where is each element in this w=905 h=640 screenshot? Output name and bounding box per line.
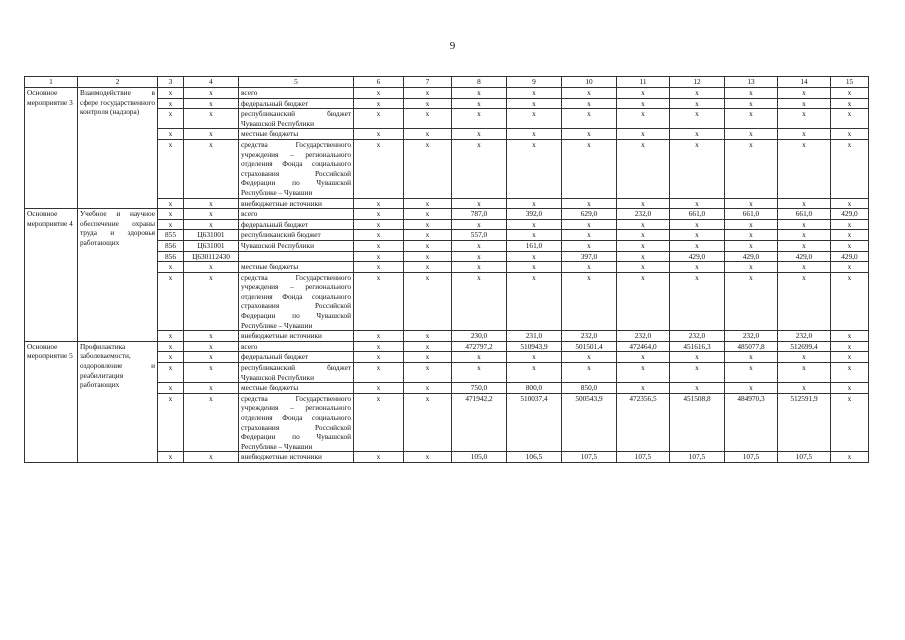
value-cell: 232,0	[725, 331, 778, 342]
event-description: Учебное и научное обеспечение охраны труда и здоровья работающих	[78, 209, 158, 342]
event-description: Взаимодействие в сфере государственного контроля (надзора)	[78, 88, 158, 209]
value-cell: x	[562, 230, 617, 241]
code-grbs: 856	[158, 251, 184, 262]
value-cell: x	[404, 341, 452, 352]
code-csr: x	[184, 352, 239, 363]
value-cell: x	[507, 129, 562, 140]
value-cell: x	[725, 98, 778, 109]
value-cell: 512591,9	[778, 393, 831, 452]
value-cell: x	[617, 129, 670, 140]
value-cell: x	[617, 262, 670, 273]
code-csr: x	[184, 139, 239, 198]
value-cell: x	[507, 352, 562, 363]
value-cell: x	[507, 98, 562, 109]
value-cell: x	[670, 88, 725, 99]
code-csr: x	[184, 272, 239, 331]
value-cell: x	[452, 109, 507, 129]
value-cell: x	[831, 352, 869, 363]
funding-source: местные бюджеты	[239, 129, 354, 140]
value-cell: x	[354, 230, 404, 241]
value-cell: x	[831, 240, 869, 251]
table-row	[25, 88, 869, 99]
header-cell-7: 7	[404, 77, 452, 88]
value-cell: x	[354, 240, 404, 251]
code-csr: Ц631001	[184, 230, 239, 241]
value-cell: x	[452, 363, 507, 383]
value-cell: x	[562, 363, 617, 383]
value-cell: x	[452, 219, 507, 230]
header-cell-5: 5	[239, 77, 354, 88]
value-cell: x	[831, 341, 869, 352]
value-cell: 501501,4	[562, 341, 617, 352]
code-grbs: 855	[158, 230, 184, 241]
value-cell: x	[617, 198, 670, 209]
value-cell: x	[452, 88, 507, 99]
event-name: Основное мероприятие 5	[25, 341, 78, 462]
value-cell: x	[670, 383, 725, 394]
code-csr: x	[184, 88, 239, 99]
value-cell: x	[778, 262, 831, 273]
value-cell: x	[404, 219, 452, 230]
header-cell-9: 9	[507, 77, 562, 88]
table-row	[25, 341, 869, 352]
value-cell: 485077,8	[725, 341, 778, 352]
value-cell: 106,5	[507, 452, 562, 463]
value-cell: x	[831, 230, 869, 241]
event-name: Основное мероприятие 4	[25, 209, 78, 342]
header-cell-15: 15	[831, 77, 869, 88]
value-cell: x	[404, 363, 452, 383]
value-cell: x	[507, 262, 562, 273]
value-cell: 510037,4	[507, 393, 562, 452]
value-cell: x	[778, 219, 831, 230]
value-cell: x	[404, 98, 452, 109]
value-cell: x	[778, 230, 831, 241]
value-cell: 105,0	[452, 452, 507, 463]
value-cell: x	[404, 109, 452, 129]
value-cell: x	[452, 129, 507, 140]
value-cell: 232,0	[778, 331, 831, 342]
value-cell: x	[452, 352, 507, 363]
code-grbs: x	[158, 383, 184, 394]
value-cell: x	[404, 129, 452, 140]
header-cell-13: 13	[725, 77, 778, 88]
value-cell: 107,5	[617, 452, 670, 463]
value-cell: 397,0	[562, 251, 617, 262]
code-csr: x	[184, 219, 239, 230]
header-cell-6: 6	[354, 77, 404, 88]
value-cell: x	[725, 129, 778, 140]
value-cell: x	[831, 88, 869, 99]
value-cell: x	[354, 139, 404, 198]
code-csr: x	[184, 198, 239, 209]
value-cell: x	[354, 393, 404, 452]
code-grbs: x	[158, 129, 184, 140]
funding-source: республиканский бюджет Чувашской Республики	[239, 109, 354, 129]
header-cell-3: 3	[158, 77, 184, 88]
value-cell: 629,0	[562, 209, 617, 220]
value-cell: x	[778, 109, 831, 129]
code-csr: x	[184, 331, 239, 342]
value-cell: x	[778, 363, 831, 383]
code-csr: x	[184, 209, 239, 220]
value-cell: 510943,9	[507, 341, 562, 352]
value-cell: x	[617, 272, 670, 331]
value-cell: x	[617, 230, 670, 241]
value-cell: 161,0	[507, 240, 562, 251]
header-row	[25, 77, 869, 88]
value-cell: 472797,2	[452, 341, 507, 352]
value-cell: x	[354, 88, 404, 99]
funding-source: внебюджетные источники	[239, 452, 354, 463]
value-cell: x	[452, 198, 507, 209]
value-cell: 429,0	[831, 251, 869, 262]
value-cell: x	[562, 198, 617, 209]
value-cell: x	[670, 240, 725, 251]
code-csr: x	[184, 363, 239, 383]
code-grbs: 856	[158, 240, 184, 251]
value-cell: x	[725, 88, 778, 99]
value-cell: x	[831, 129, 869, 140]
value-cell: x	[562, 272, 617, 331]
code-grbs: x	[158, 341, 184, 352]
value-cell: 800,0	[507, 383, 562, 394]
value-cell: x	[562, 262, 617, 273]
code-grbs: x	[158, 198, 184, 209]
value-cell: x	[354, 129, 404, 140]
value-cell: x	[617, 240, 670, 251]
code-grbs: x	[158, 331, 184, 342]
value-cell: x	[354, 452, 404, 463]
value-cell: x	[831, 139, 869, 198]
code-grbs: x	[158, 393, 184, 452]
value-cell: x	[354, 98, 404, 109]
value-cell: x	[831, 363, 869, 383]
value-cell: 850,0	[562, 383, 617, 394]
value-cell: x	[507, 230, 562, 241]
value-cell: x	[831, 262, 869, 273]
value-cell: x	[725, 262, 778, 273]
event-name: Основное мероприятие 3	[25, 88, 78, 209]
value-cell: x	[670, 129, 725, 140]
value-cell: x	[670, 230, 725, 241]
value-cell: 750,0	[452, 383, 507, 394]
value-cell: x	[452, 240, 507, 251]
value-cell: x	[778, 383, 831, 394]
value-cell: x	[617, 88, 670, 99]
value-cell: x	[670, 262, 725, 273]
value-cell: x	[507, 363, 562, 383]
value-cell: x	[507, 139, 562, 198]
value-cell: x	[507, 251, 562, 262]
value-cell: 500543,9	[562, 393, 617, 452]
funding-source: местные бюджеты	[239, 262, 354, 273]
value-cell: x	[670, 219, 725, 230]
value-cell: x	[404, 262, 452, 273]
value-cell: x	[452, 251, 507, 262]
value-cell: 557,0	[452, 230, 507, 241]
code-grbs: x	[158, 139, 184, 198]
header-cell-2: 2	[78, 77, 158, 88]
value-cell: x	[404, 88, 452, 99]
value-cell: x	[507, 272, 562, 331]
funding-source: всего	[239, 88, 354, 99]
funding-source: средства Государственного учреждения – регионального отделения Фонда социального страхования Российской Федерации по Чувашской Республике – Чувашии	[239, 393, 354, 452]
value-cell: 661,0	[725, 209, 778, 220]
value-cell: x	[670, 198, 725, 209]
value-cell: 429,0	[670, 251, 725, 262]
code-grbs: x	[158, 98, 184, 109]
funding-source: всего	[239, 209, 354, 220]
value-cell: 472356,5	[617, 393, 670, 452]
header-cell-4: 4	[184, 77, 239, 88]
value-cell: x	[507, 88, 562, 99]
value-cell: x	[831, 452, 869, 463]
funding-table	[24, 76, 869, 463]
code-csr: x	[184, 383, 239, 394]
value-cell: x	[831, 219, 869, 230]
value-cell: x	[617, 251, 670, 262]
value-cell: x	[725, 352, 778, 363]
funding-source: республиканский бюджет Чувашской Республики	[239, 363, 354, 383]
value-cell: x	[670, 363, 725, 383]
value-cell: 232,0	[670, 331, 725, 342]
value-cell: x	[725, 198, 778, 209]
value-cell: x	[778, 240, 831, 251]
value-cell: x	[725, 109, 778, 129]
value-cell: x	[831, 98, 869, 109]
funding-source: федеральный бюджет	[239, 219, 354, 230]
code-grbs: x	[158, 109, 184, 129]
value-cell: x	[670, 272, 725, 331]
value-cell: x	[452, 272, 507, 331]
value-cell: 472464,0	[617, 341, 670, 352]
value-cell: 392,0	[507, 209, 562, 220]
funding-source: местные бюджеты	[239, 383, 354, 394]
value-cell: x	[831, 198, 869, 209]
funding-source: внебюджетные источники	[239, 331, 354, 342]
value-cell: x	[354, 383, 404, 394]
value-cell: x	[831, 109, 869, 129]
code-grbs: x	[158, 88, 184, 99]
value-cell: x	[404, 251, 452, 262]
value-cell: x	[404, 331, 452, 342]
value-cell: x	[617, 139, 670, 198]
value-cell: x	[778, 88, 831, 99]
value-cell: x	[831, 272, 869, 331]
value-cell: 107,5	[778, 452, 831, 463]
value-cell: x	[354, 219, 404, 230]
value-cell: x	[404, 240, 452, 251]
value-cell: 512699,4	[778, 341, 831, 352]
value-cell: x	[507, 219, 562, 230]
value-cell: 429,0	[831, 209, 869, 220]
value-cell: x	[831, 383, 869, 394]
value-cell: x	[617, 383, 670, 394]
value-cell: x	[404, 230, 452, 241]
code-grbs: x	[158, 209, 184, 220]
value-cell: x	[452, 262, 507, 273]
header-cell-1: 1	[25, 77, 78, 88]
value-cell: x	[778, 272, 831, 331]
value-cell: x	[507, 198, 562, 209]
value-cell: 661,0	[670, 209, 725, 220]
value-cell: x	[725, 219, 778, 230]
value-cell: x	[404, 209, 452, 220]
value-cell: x	[617, 352, 670, 363]
value-cell: 232,0	[617, 209, 670, 220]
value-cell: x	[617, 109, 670, 129]
value-cell: x	[725, 139, 778, 198]
value-cell: x	[778, 129, 831, 140]
value-cell: 661,0	[778, 209, 831, 220]
value-cell: x	[404, 393, 452, 452]
value-cell: 107,5	[670, 452, 725, 463]
value-cell: 429,0	[725, 251, 778, 262]
value-cell: x	[778, 139, 831, 198]
code-csr: x	[184, 262, 239, 273]
value-cell: x	[354, 352, 404, 363]
code-grbs: x	[158, 272, 184, 331]
value-cell: x	[725, 363, 778, 383]
funding-source: Чувашской Республики	[239, 240, 354, 251]
code-grbs: x	[158, 352, 184, 363]
table-row	[25, 209, 869, 220]
header-cell-8: 8	[452, 77, 507, 88]
value-cell: x	[354, 198, 404, 209]
event-description: Профилактика заболеваемости, оздоровление и реабилитация работающих	[78, 341, 158, 462]
funding-source: федеральный бюджет	[239, 352, 354, 363]
funding-source: республиканский бюджет	[239, 230, 354, 241]
value-cell: 232,0	[617, 331, 670, 342]
value-cell: x	[452, 139, 507, 198]
value-cell: x	[670, 352, 725, 363]
value-cell: x	[562, 219, 617, 230]
value-cell: x	[562, 109, 617, 129]
code-csr: x	[184, 393, 239, 452]
value-cell: x	[617, 363, 670, 383]
value-cell: 429,0	[778, 251, 831, 262]
value-cell: x	[725, 240, 778, 251]
value-cell: x	[354, 109, 404, 129]
value-cell: x	[404, 352, 452, 363]
value-cell: x	[354, 209, 404, 220]
value-cell: x	[831, 331, 869, 342]
code-csr: Ц630112430	[184, 251, 239, 262]
value-cell: 232,0	[562, 331, 617, 342]
code-csr: x	[184, 98, 239, 109]
value-cell: x	[778, 352, 831, 363]
value-cell: x	[670, 139, 725, 198]
funding-source: средства Государственного учреждения – регионального отделения Фонда социального страхования Российской Федерации по Чувашской Республике – Чувашии	[239, 139, 354, 198]
value-cell: x	[354, 251, 404, 262]
code-csr: x	[184, 129, 239, 140]
code-csr: x	[184, 452, 239, 463]
value-cell: x	[507, 109, 562, 129]
value-cell: 471942,2	[452, 393, 507, 452]
value-cell: x	[404, 272, 452, 331]
value-cell: 107,5	[562, 452, 617, 463]
code-csr: x	[184, 109, 239, 129]
value-cell: x	[562, 352, 617, 363]
funding-source: средства Государственного учреждения – регионального отделения Фонда социального страхования Российской Федерации по Чувашской Республике – Чувашии	[239, 272, 354, 331]
value-cell: x	[452, 98, 507, 109]
value-cell: x	[617, 219, 670, 230]
code-csr: Ц631001	[184, 240, 239, 251]
value-cell: x	[831, 393, 869, 452]
value-cell: x	[404, 198, 452, 209]
value-cell: x	[354, 363, 404, 383]
value-cell: 231,0	[507, 331, 562, 342]
value-cell: x	[354, 262, 404, 273]
value-cell: x	[404, 452, 452, 463]
value-cell: x	[562, 88, 617, 99]
value-cell: x	[354, 331, 404, 342]
header-cell-12: 12	[670, 77, 725, 88]
value-cell: x	[562, 240, 617, 251]
funding-source	[239, 251, 354, 262]
value-cell: x	[354, 272, 404, 331]
value-cell: x	[354, 341, 404, 352]
value-cell: x	[725, 383, 778, 394]
value-cell: 451616,3	[670, 341, 725, 352]
code-grbs: x	[158, 219, 184, 230]
value-cell: x	[725, 272, 778, 331]
page-number: 9	[449, 40, 456, 52]
value-cell: 787,0	[452, 209, 507, 220]
header-cell-11: 11	[617, 77, 670, 88]
value-cell: x	[562, 98, 617, 109]
funding-source: внебюджетные источники	[239, 198, 354, 209]
funding-source: всего	[239, 341, 354, 352]
value-cell: 230,0	[452, 331, 507, 342]
value-cell: x	[778, 98, 831, 109]
value-cell: x	[725, 230, 778, 241]
code-grbs: x	[158, 363, 184, 383]
code-csr: x	[184, 341, 239, 352]
code-grbs: x	[158, 262, 184, 273]
value-cell: x	[562, 129, 617, 140]
value-cell: x	[404, 383, 452, 394]
value-cell: 484970,3	[725, 393, 778, 452]
value-cell: x	[670, 98, 725, 109]
value-cell: x	[778, 198, 831, 209]
value-cell: 107,5	[725, 452, 778, 463]
value-cell: x	[404, 139, 452, 198]
header-cell-10: 10	[562, 77, 617, 88]
funding-source: федеральный бюджет	[239, 98, 354, 109]
header-cell-14: 14	[778, 77, 831, 88]
value-cell: x	[617, 98, 670, 109]
code-grbs: x	[158, 452, 184, 463]
value-cell: x	[562, 139, 617, 198]
value-cell: 451508,8	[670, 393, 725, 452]
value-cell: x	[670, 109, 725, 129]
